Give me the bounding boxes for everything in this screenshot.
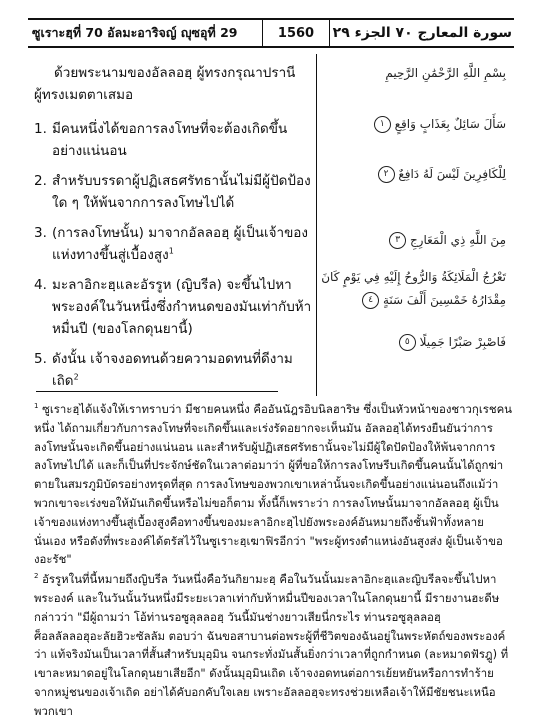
verse-end-marker: ٤ <box>362 292 379 309</box>
surah-title-thai: ซูเราะฮฺที่ 70 อัลมะอาริจญ์ ญุซอุที่ 29 <box>28 20 263 46</box>
verse-number: 1. <box>34 121 47 137</box>
verse-number: 2. <box>34 173 47 189</box>
verse-4-arabic-line2 <box>359 292 506 309</box>
footnote-2 <box>34 570 512 720</box>
footnote-ref-2: 2 <box>73 372 79 382</box>
verse-text: มีคนหนึ่งได้ขอการลงโทษที่จะต้องเกิดขึ้นอย่างแน่นอน <box>52 121 288 159</box>
verse-end-marker: ٥ <box>399 334 416 351</box>
verse-text: มะลาอิกะฮฺและอัรรูห (ญิบรีล) จะขึ้นไปหาพระองค์ในวันหนึ่งซึ่งกำหนดของมันเท่ากับห้าหมื่นปี (ของโลกดุนยานี้) <box>52 277 312 337</box>
verse-2-arabic <box>375 166 506 183</box>
verse-number: 4. <box>34 277 47 293</box>
verse-text: ดังนั้น เจ้าจงอดทนด้วยความอดทนที่ดีงามเถิด <box>52 351 293 389</box>
verse-end-marker: ٣ <box>389 232 406 249</box>
verse-text: سَأَلَ سَائِلٌ بِعَذَابٍ وَاقِعٍ <box>394 117 506 131</box>
verse-text: مِقْدَارُهُ خَمْسِينَ أَلْفَ سَنَةٍ <box>383 293 506 307</box>
footnote-text: อัรรูหในที่นี้หมายถึงญิบรีล วันหนึ่งคือวันกิยามะฮฺ คือในวันนั้นมะลาอิกะฮฺและญิบรีลจะขึ้นไปหาพระองค์ และในวันนั้นวันหนึ่งมีระยะเวลาเท่ากับห้าหมื่นปีของเวลาในโลกดุนยานี้ มีรายงานฮะดีษกล่าวว่า "มีผู้ถามว่า โอ้ท่านรอซูลุลลอฮฺ วันนี้มันช่างยาวเสียนี่กระไร ท่านรอซูลุลลอฮฺ ศ็อลลัลลอฮุอะลัยฮิวะซัลลัม ตอบว่า ฉันขอสาบานต่อพระผู้ที่ชีวิตของฉันอยู่ในพระหัตถ์ของพระองค์ว่า แท้จริงมันเป็นเวลาที่สั้นสำหรับมุอฺมิน จนกระทั่งมันสั้นยิ่งกว่าเวลาที่ถูกกำหนด (ละหมาดฟัรฎู) ที่เขาละหมาดอยู่ในโลกดุนยาเสียอีก" ดังนั้นมุอฺมินเถิด เจ้าจงอดทนต่อการเย้ยหยันหรือการทำร้ายจากหมู่ชนของเจ้าเถิด อย่าได้คับอกคับใจเลย เพราะอัลลอฮฺจะทรงช่วยเหลือเจ้าให้มีชัยชนะเหนือพวกเขา <box>34 572 509 718</box>
surah-title-arabic: سورة المعارج ٧٠ الجزء ٢٩ <box>332 25 512 41</box>
verse-3-thai <box>34 222 312 266</box>
verse-4-arabic-line1: تَعْرُجُ الْمَلَائِكَةُ وَالرُّوحُ إِلَيْهِ فِي يَوْمٍ كَانَ <box>321 270 506 284</box>
footnote-ref-1: 1 <box>168 246 174 256</box>
verse-number: 5. <box>34 351 47 367</box>
verse-5-thai <box>34 348 312 392</box>
verse-text: فَاصْبِرْ صَبْرًا جَمِيلًا <box>419 335 506 349</box>
verse-text: (การลงโทษนั้น) มาจากอัลลอฮฺ ผู้เป็นเจ้าของแห่งทางขึ้นสู่เบื้องสูง <box>52 225 308 263</box>
verse-1-arabic <box>371 116 506 133</box>
footnote-mark: 1 <box>34 402 39 411</box>
footnote-1 <box>34 400 512 569</box>
page-number: 1560 <box>263 20 330 46</box>
basmala-thai: ด้วยพระนามของอัลลอฮฺ ผู้ทรงกรุณาปรานีผู้ทรงเมตตาเสมอ <box>34 65 296 103</box>
verse-text: مِنَ اللَّهِ ذِي الْمَعَارِجِ <box>409 233 506 247</box>
thai-translation-column <box>34 62 312 392</box>
basmala-arabic: بِسْمِ اللَّهِ الرَّحْمَٰنِ الرَّحِيمِ <box>385 66 506 80</box>
footnote-text: ซูเราะฮฺได้แจ้งให้เราทราบว่า มีชายคนหนึ่ง คืออันนัฎรอิบนิลฮาริษ ซึ่งเป็นหัวหน้าของชาวกุเรชคนหนึ่ง ได้ถามเกี่ยวกับการลงโทษที่จะเกิดขึ้นและเร่งรัดอยากจะเห็นมัน อัลลอฮฺได้ทรงยืนยันว่าการลงโทษนั้นจะเกิดขึ้นอย่างแน่นอน และสำหรับผู้ปฏิเสธศรัทธานั้นจะไม่มีผู้ใดปัดป้องให้พ้นจากการลงโทษไปได้ และก็เป็นที่ประจักษ์ชัดในเวลาต่อมาว่า ผู้ที่ขอให้การลงโทษรีบเกิดขึ้นคนนั้นได้ถูกฆ่าตายในสมรภูมิบัดรอย่างทรุดที่สุด การลงโทษของพวกเขาเหล่านั้นจะเกิดขึ้นอย่างแน่นอนถึงแม้ว่าพวกเขาจะเร่งขอให้มันเกิดขึ้นหรือไม่ขอก็ตาม ทั้งนี้ก็เพราะว่า การลงโทษนั้นมาจากอัลลอฮฺ ผู้เป็นเจ้าของแห่งทางขึ้นสู่เบื้องสูงคือทางขึ้นของมะลาอิกะฮฺไปยังพระองค์อันหมายถึงชั้นฟ้าทั้งหลายนั่นเอง หรือดังที่พระองค์ได้ตรัสไว้ในซูเราะฮฺเฆาฟิรอีกว่า "พระผู้ทรงตำแหน่งอันสูงส่ง ผู้เป็นเจ้าของอะรัช" <box>34 402 512 567</box>
page-header <box>28 18 514 48</box>
column-divider <box>316 54 317 396</box>
verse-1-thai <box>34 118 312 162</box>
footnotes <box>34 400 512 722</box>
footnote-mark: 2 <box>34 572 39 581</box>
verse-5-arabic <box>396 334 506 351</box>
verse-text: สำหรับบรรดาผู้ปฏิเสธศรัทธานั้นไม่มีผู้ปัดป้องใด ๆ ให้พ้นจากการลงโทษไปได้ <box>52 173 311 211</box>
verse-number: 3. <box>34 225 47 241</box>
verse-end-marker: ٢ <box>378 166 395 183</box>
verse-text: لِلْكَافِرِينَ لَيْسَ لَهُ دَافِعٌ <box>398 167 506 181</box>
verse-2-thai <box>34 170 312 214</box>
footnote-rule <box>36 391 278 392</box>
verse-text-wrap <box>52 222 312 266</box>
verse-text-wrap <box>52 348 312 392</box>
verse-end-marker: ١ <box>374 116 391 133</box>
verse-4-thai <box>34 274 312 340</box>
verse-3-arabic <box>386 232 506 249</box>
